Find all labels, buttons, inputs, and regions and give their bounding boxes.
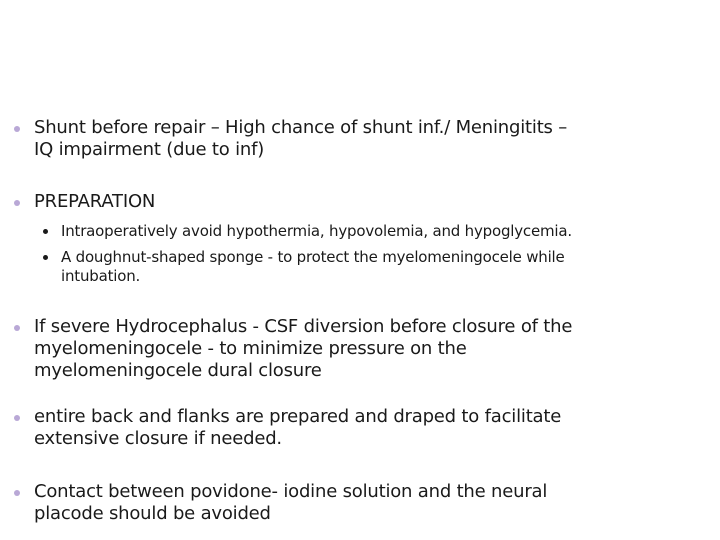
bullet-back-and-flanks bbox=[14, 406, 714, 450]
bullet-text-line: IQ impairment (due to inf) bbox=[34, 139, 265, 160]
bullet-dot-icon bbox=[14, 325, 20, 331]
bullet-text-line: Contact between povidone- iodine solution and the neural bbox=[34, 481, 548, 502]
bullet-preparation bbox=[14, 191, 714, 213]
subbullet-text-line: Intraoperatively avoid hypothermia, hypovolemia, and hypoglycemia. bbox=[61, 222, 572, 240]
subbullet-dot-icon bbox=[43, 229, 48, 234]
bullet-dot-icon bbox=[14, 200, 20, 206]
subbullet-intraoperative bbox=[43, 222, 713, 241]
subbullet-text-line: A doughnut-shaped sponge - to protect the myelomeningocele while bbox=[61, 248, 565, 266]
bullet-text-line: Shunt before repair – High chance of shunt inf./ Meningitits – bbox=[34, 117, 568, 138]
bullet-dot-icon bbox=[14, 126, 20, 132]
bullet-text-line: placode should be avoided bbox=[34, 503, 271, 524]
bullet-shunt-before-repair bbox=[14, 117, 714, 161]
bullet-severe-hydrocephalus bbox=[14, 316, 714, 382]
bullet-text-line: myelomeningocele dural closure bbox=[34, 360, 322, 381]
subbullet-dot-icon bbox=[43, 255, 48, 260]
bullet-text-line: entire back and flanks are prepared and draped to facilitate bbox=[34, 406, 562, 427]
bullet-dot-icon bbox=[14, 415, 20, 421]
bullet-text-line: PREPARATION bbox=[34, 191, 156, 212]
subbullet-text-line: intubation. bbox=[61, 267, 141, 285]
subbullet-doughnut-sponge bbox=[43, 248, 713, 286]
bullet-povidone-iodine bbox=[14, 481, 714, 525]
bullet-text-line: If severe Hydrocephalus - CSF diversion before closure of the bbox=[34, 316, 573, 337]
bullet-text-line: myelomeningocele - to minimize pressure on the bbox=[34, 338, 467, 359]
bullet-dot-icon bbox=[14, 490, 20, 496]
bullet-text-line: extensive closure if needed. bbox=[34, 428, 282, 449]
